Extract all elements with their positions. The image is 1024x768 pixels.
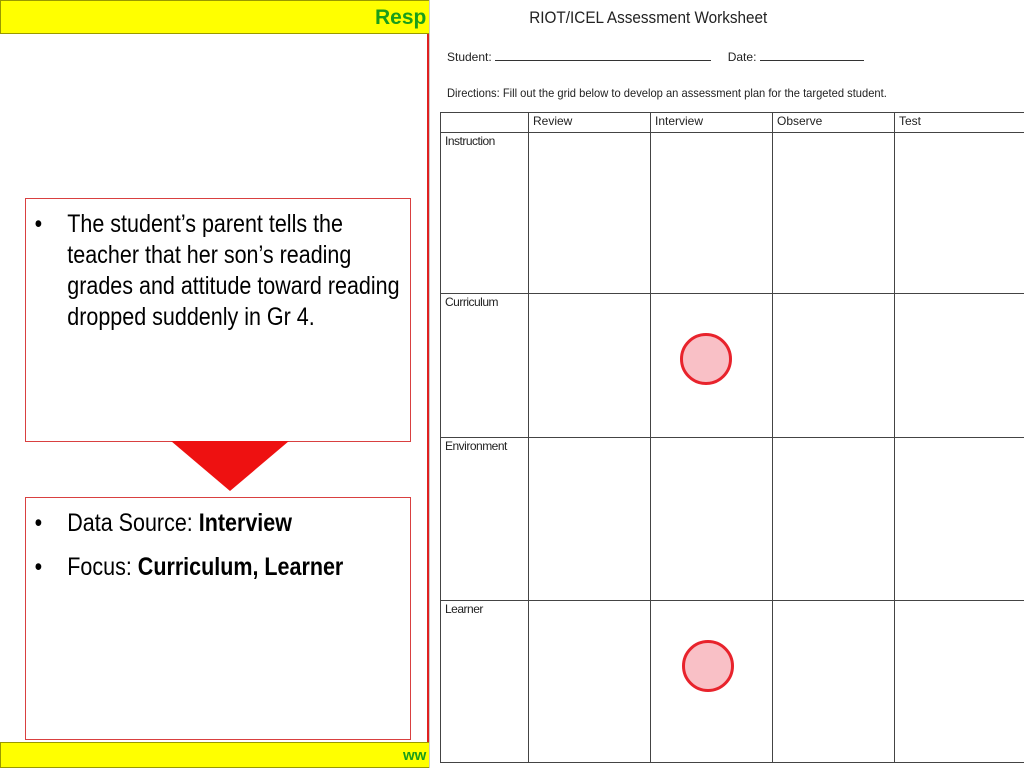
grid-cell — [529, 438, 651, 601]
grid-cell — [773, 601, 895, 763]
row-label: Curriculum — [441, 294, 529, 438]
grid-cell — [651, 438, 773, 601]
student-date-line — [447, 50, 864, 64]
scenario-box — [25, 198, 411, 442]
data-source-item — [26, 508, 409, 539]
date-label: Date: — [727, 50, 757, 64]
scenario-statement — [26, 209, 409, 333]
curriculum-interview-marker — [680, 333, 732, 385]
grid-cell — [773, 133, 895, 294]
grid-row — [441, 438, 1024, 601]
analysis-box — [25, 497, 411, 740]
student-label: Student: — [447, 50, 492, 64]
worksheet-directions: Directions: Fill out the grid below to develop an assessment plan for the targeted student. — [447, 86, 887, 100]
grid-cell — [529, 601, 651, 763]
slide-title: Resp — [375, 6, 427, 29]
data-source-label: Data Source: — [67, 509, 199, 537]
focus-value: Curriculum, Learner — [137, 553, 344, 581]
bullet-icon: • — [34, 210, 43, 238]
column-header: Observe — [773, 113, 895, 133]
grid-cell — [773, 438, 895, 601]
column-header: Test — [895, 113, 1024, 133]
focus-label: Focus: — [67, 553, 138, 581]
scenario-text: The student’s parent tells the teacher that her son’s reading grades and attitude toward reading dropped suddenly in Gr 4. — [67, 210, 400, 331]
grid-row — [441, 294, 1024, 438]
footer-url: ww — [403, 747, 427, 764]
grid-cell — [529, 133, 651, 294]
column-header: Review — [529, 113, 651, 133]
grid-row — [441, 601, 1024, 763]
row-label: Learner — [441, 601, 529, 763]
grid-row — [441, 133, 1024, 294]
bullet-icon: • — [34, 509, 43, 537]
student-field — [495, 51, 711, 61]
grid-cell — [529, 294, 651, 438]
bullet-icon: • — [34, 553, 43, 581]
grid-header-row — [441, 113, 1024, 133]
column-header: Interview — [651, 113, 773, 133]
worksheet-title: RIOT/ICEL Assessment Worksheet — [529, 8, 768, 27]
grid-cell — [651, 133, 773, 294]
learner-interview-marker — [682, 640, 734, 692]
row-label: Environment — [441, 438, 529, 601]
grid-cell — [895, 133, 1024, 294]
grid-cell — [773, 294, 895, 438]
grid-corner — [441, 113, 529, 133]
grid-cell — [895, 601, 1024, 763]
data-source-value: Interview — [198, 509, 292, 537]
row-label: Instruction — [441, 133, 529, 294]
grid-cell — [895, 294, 1024, 438]
grid-cell — [895, 438, 1024, 601]
down-arrow-icon — [171, 441, 289, 491]
date-field — [760, 51, 864, 61]
focus-item — [26, 552, 409, 583]
